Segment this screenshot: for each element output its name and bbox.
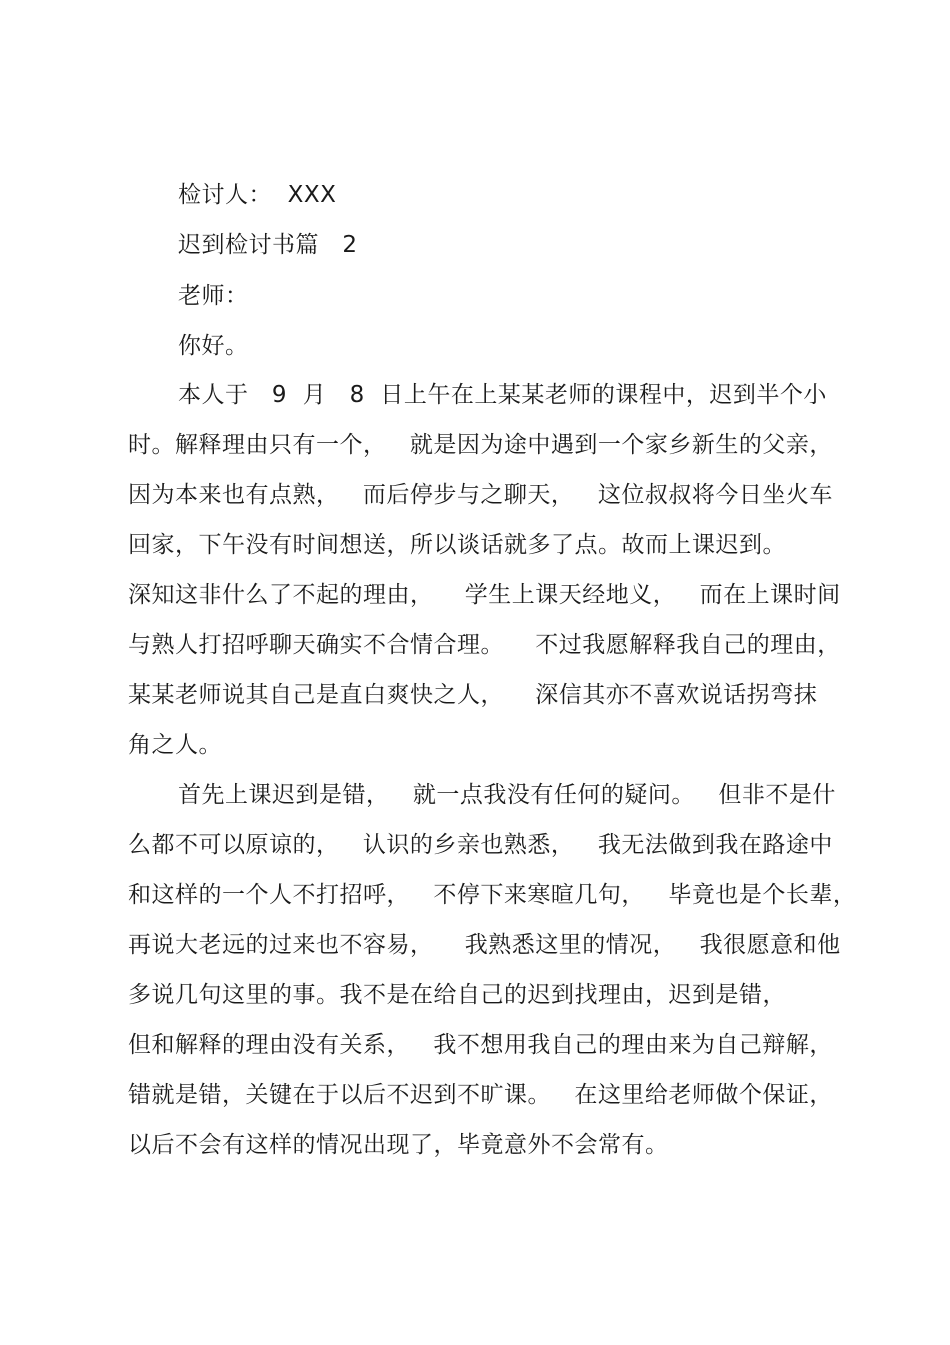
text-line: 深知这非什么了不起的理由， 学生上课天经地义， 而在上课时间 <box>128 582 841 608</box>
text-line: 错就是错，关键在于以后不迟到不旷课。 在这里给老师做个保证， <box>128 1082 833 1108</box>
greeting: 你好。 <box>178 333 249 359</box>
text-line: 首先上课迟到是错， 就一点我没有任何的疑问。 但非不是什 <box>178 782 836 808</box>
salutation: 老师： <box>178 283 249 309</box>
text-line: 和这样的一个人不打招呼， 不停下来寒暄几句， 毕竟也是个长辈， <box>128 882 857 908</box>
text-line: 再说大老远的过来也不容易， 我熟悉这里的情况， 我很愿意和他 <box>128 932 841 958</box>
text-line: 角之人。 <box>128 732 222 758</box>
text-line: 么都不可以原谅的， 认识的乡亲也熟悉， 我无法做到我在路途中 <box>128 832 833 858</box>
text-line: 时。解释理由只有一个， 就是因为途中遇到一个家乡新生的父亲， <box>128 432 833 458</box>
text-line: 回家，下午没有时间想送，所以谈话就多了点。故而上课迟到。 <box>128 532 786 558</box>
text-line: 与熟人打招呼聊天确实不合情合理。 不过我愿解释我自己的理由， <box>128 632 841 658</box>
text-line: 因为本来也有点熟， 而后停步与之聊天， 这位叔叔将今日坐火车 <box>128 482 833 508</box>
signature-line: 检讨人： XXX <box>178 182 337 208</box>
section-title: 迟到检讨书篇 2 <box>178 232 358 258</box>
text-line: 多说几句这里的事。我不是在给自己的迟到找理由，迟到是错， <box>128 982 786 1008</box>
text-line: 某某老师说其自己是直白爽快之人， 深信其亦不喜欢说话拐弯抹 <box>128 682 818 708</box>
text-line: 但和解释的理由没有关系， 我不想用我自己的理由来为自己辩解， <box>128 1032 833 1058</box>
text-line: 本人于 9 月 8 日上午在上某某老师的课程中，迟到半个小 <box>178 382 827 408</box>
text-line: 以后不会有这样的情况出现了，毕竟意外不会常有。 <box>128 1132 669 1158</box>
